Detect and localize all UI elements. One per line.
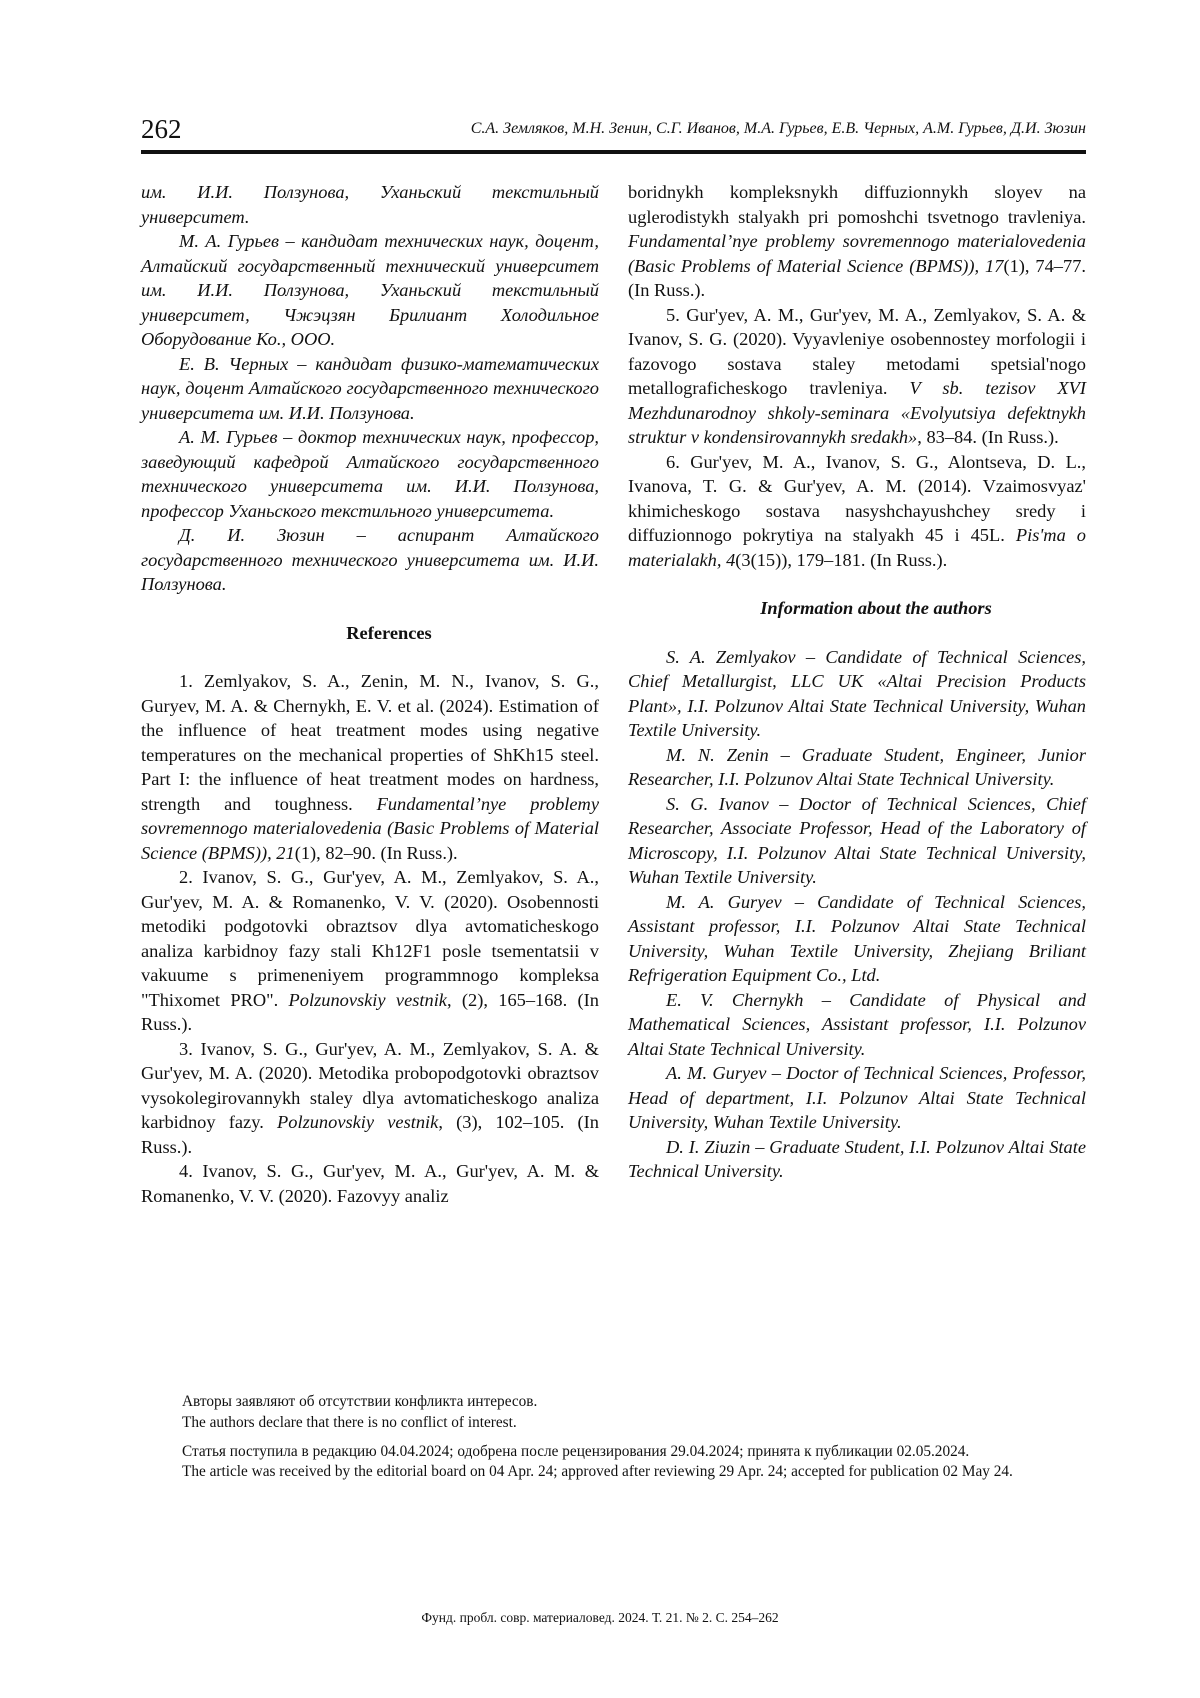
author-en-zemlyakov: S. A. Zemlyakov – Candidate of Technical Sciences, Chief Metallurgist, LLC UK «Altai Precision Products Plant», I.I. Polzunov Altai State Technical University, Wuhan Textile University.: [628, 646, 1086, 740]
author-ru-guryev-am: А. М. Гурьев – доктор технических наук, профессор, заведующий кафедрой Алтайского государственного технического университета им. И.И. Ползунова, профессор Уханьского текстильного университета.: [141, 427, 599, 521]
page-footer: Фунд. пробл. совр. материаловед. 2024. Т. 21. № 2. С. 254–262: [421, 1610, 779, 1625]
reference-6-journal: Pis'ma o materialakh, 4: [628, 525, 1087, 570]
header-rule: [141, 150, 1086, 154]
article-dates: [141, 1442, 1086, 1482]
author-ru-ziuzin: Д. И. Зюзин – аспирант Алтайского государственного технического университета им. И.И. Ползунова.: [141, 525, 599, 594]
author-en-zenin: M. N. Zenin – Graduate Student, Engineer, Junior Researcher, I.I. Polzunov Altai State Technical University.: [628, 744, 1086, 789]
reference-2: 2. Ivanov, S. G., Gur'yev, A. M., Zemlyakov, S. A., Gur'yev, M. A. & Romanenko, V. V. (2020). Osobennosti metodiki podgotovki obraztsov dlya avtomaticheskogo analiza karbidnoy fazy stali Kh12F1 posle tsementatsii v vakuume s primeneniyem programmnogo kompleksa "Thixomet PRO". Polzunovskiy vestnik, (2), 165–168. (In Russ.).: [141, 867, 599, 1034]
dates-en: The article was received by the editorial board on 04 Apr. 24; approved after reviewing 29 Apr. 24; accepted for publication 02 May 24.: [182, 1463, 1013, 1480]
reference-4: 4. Ivanov, S. G., Gur'yev, M. A., Gur'yev, A. M. & Romanenko, V. V. (2020). Fazovyy analiz: [141, 1161, 599, 1206]
reference-4-cont: boridnykh kompleksnykh diffuzionnykh sloyev na uglerodistykh stalyakh pri pomoshchi tsvetnogo travleniya. Fundamental’nye problemy sovremennogo materialovedenia (Basic Problems of Material Science (BPMS)), 17(1), 74–77. (In Russ.).: [628, 182, 1086, 300]
author-en-ziuzin: D. I. Ziuzin – Graduate Student, I.I. Polzunov Altai State Technical University.: [628, 1136, 1086, 1181]
reference-3-journal: Polzunovskiy vestnik: [277, 1112, 439, 1132]
author-en-guryev-ma: M. A. Guryev – Candidate of Technical Sciences, Assistant professor, I.I. Polzunov Altai State Technical University, Wuhan Textile University, Zhejiang Briliant Refrigeration Equipment Co., Ltd.: [628, 891, 1086, 985]
references-title: References: [346, 622, 432, 643]
dates-ru: Статья поступила в редакцию 04.04.2024; одобрена после рецензирования 29.04.2024; принята к публикации 02.05.2024.: [182, 1443, 970, 1460]
reference-1-journal: Fundamental’nye problemy sovremennogo materialovedenia (Basic Problems of Material Science (BPMS)), 21: [141, 793, 599, 863]
author-ru-chernykh: Е. В. Черных – кандидат физико-математических наук, доцент Алтайского государственного технического университета им. И.И. Ползунова.: [141, 353, 599, 423]
author-ru-guryev-ma: М. А. Гурьев – кандидат технических наук, доцент, Алтайский государственный технический университет им. И.И. Ползунова, Уханьский текстильный университет, Чжэцзян Брилиант Холодильное Оборудование Ко., ООО.: [141, 231, 599, 349]
reference-5: 5. Gur'yev, A. M., Gur'yev, M. A., Zemlyakov, S. A. & Ivanov, S. G. (2020). Vyyavleniye osobennostey morfologii i fazovogo sostava staley metodami spetsial'nogo metallograficheskogo travleniya. V sb. tezisov XVI Mezhdunarodnoy shkoly-seminara «Evolyutsiya defektnykh struktur v kondensirovannykh sredakh», 83–84. (In Russ.).: [628, 304, 1086, 447]
left-column: [141, 180, 599, 1208]
authors-en-block: [628, 645, 1086, 1184]
authors-info-title: Information about the authors: [760, 598, 992, 618]
author-en-guryev-am: A. M. Guryev – Doctor of Technical Sciences, Professor, Head of department, I.I. Polzunov Altai State Technical University, Wuhan Textile University.: [628, 1063, 1086, 1132]
conflict-en: The authors declare that there is no conflict of interest.: [182, 1414, 517, 1431]
conflict-statement: [182, 1391, 802, 1433]
reference-2-journal: Polzunovskiy vestnik: [288, 989, 447, 1010]
conflict-ru: Авторы заявляют об отсутствии конфликта интересов.: [182, 1393, 538, 1410]
author-en-ivanov: S. G. Ivanov – Doctor of Technical Sciences, Chief Researcher, Associate Professor, Head of the Laboratory of Microscopy, I.I. Polzunov Altai State Technical University, Wuhan Textile University.: [628, 793, 1086, 887]
page-number: 262: [141, 114, 182, 144]
authors-ru-block: [141, 180, 599, 597]
author-ru-affiliation-cont: им. И.И. Ползунова, Уханьский текстильный университет.: [141, 182, 599, 227]
page-header: [141, 108, 1086, 150]
reference-1: 1. Zemlyakov, S. A., Zenin, M. N., Ivanov, S. G., Guryev, M. A. & Chernykh, E. V. et al. (2024). Estimation of the influence of heat treatment modes using negative temperatures on the mechanical properties of ShKh15 steel. Part I: the influence of heat treatment modes on hardness, strength and toughness. Fundamental’nye problemy sovremennogo materialovedenia (Basic Problems of Material Science (BPMS)), 21(1), 82–90. (In Russ.).: [141, 671, 599, 863]
author-en-chernykh: E. V. Chernykh – Candidate of Physical and Mathematical Sciences, Assistant professor, I.I. Polzunov Altai State Technical University.: [628, 989, 1086, 1059]
running-title: С.А. Земляков, М.Н. Зенин, С.Г. Иванов, М.А. Гурьев, Е.В. Черных, А.М. Гурьев, Д.И. Зюзин: [470, 120, 1086, 137]
reference-5-journal: V sb. tezisov XVI Mezhdunarodnoy shkoly-seminara «Evolyutsiya defektnykh struktur v kondensirovannykh sredakh»: [628, 378, 1086, 447]
reference-4-journal: Fundamental’nye problemy sovremennogo materialovedenia (Basic Problems of Material Science (BPMS)), 17: [628, 231, 1086, 276]
reference-3: 3. Ivanov, S. G., Gur'yev, A. M., Zemlyakov, S. A. & Gur'yev, M. A. (2020). Metodika probopodgotovki obraztsov vysokolegirovannykh staley dlya avtomaticheskogo analiza karbidnoy fazy. Polzunovskiy vestnik, (3), 102–105. (In Russ.).: [141, 1038, 600, 1157]
reference-6: 6. Gur'yev, M. A., Ivanov, S. G., Alontseva, D. L., Ivanova, T. G. & Gur'yev, A. M. (2014). Vzaimosvyaz' khimicheskogo sostava nasyshchayushchey sredy i diffuzionnogo pokrytiya na stalyakh 45 i 45L. Pis'ma o materialakh, 4(3(15)), 179–181. (In Russ.).: [628, 451, 1087, 570]
right-column: [628, 180, 1086, 1184]
